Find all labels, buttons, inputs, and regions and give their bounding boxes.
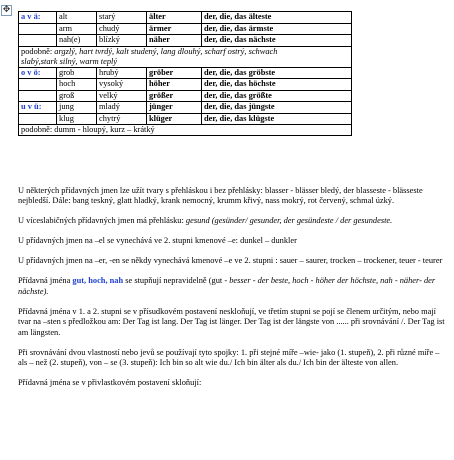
paragraph-umlaut-optional: U některých přídavných jmen lze užít tvary s přehláskou i bez přehlásky: blasser - blässer bledý, der blasseste - blässeste nejbledší. Dále: bang teskný, glatt hladký, krank nemocný, krumm křivý, nass mokrý, rot červený, schmal úzký. — [18, 186, 423, 206]
paragraph-irregular — [18, 276, 448, 297]
czech-cell: mladý — [97, 102, 147, 114]
paragraph-comparison-conjunctions: Při srovnávání dvou vlastností nebo jevů se používají tyto spojky: 1. při stejné míře –wie- jako (1. stupeň), 2. při různé míře – als – než (2. stupeň), von – se (3. stupeň): Ich bin so alt wie du./ Ich bin älter als du./ Ich bin der älteste von allen. — [18, 347, 440, 368]
comparative-cell: älter — [147, 12, 202, 24]
empty-cell — [19, 23, 57, 35]
superlative-cell: der, die, das jüngste — [202, 102, 352, 114]
positive-cell: grob — [57, 67, 97, 79]
table-row — [19, 90, 352, 102]
group-label: u v ü: — [19, 102, 57, 114]
table-row — [19, 79, 352, 91]
empty-cell — [19, 113, 57, 125]
comparative-cell: jünger — [147, 102, 202, 114]
paragraph-attributive: Přídavná jména se v přivlastkovém postavení skloňují: — [18, 378, 202, 388]
comparative-cell: klüger — [147, 113, 202, 125]
p5-rest: se stupňují nepravidelně (gut - — [123, 276, 230, 286]
p2-italic: gesund (gesünder/ gesunder, der gesündeste / der gesundeste. — [185, 216, 393, 226]
note-cell — [19, 46, 352, 67]
czech-cell: starý — [97, 12, 147, 24]
table-row — [19, 113, 352, 125]
table-row — [19, 46, 352, 67]
positive-cell: nah(e) — [57, 35, 97, 47]
document-body — [18, 186, 448, 398]
p2-prefix: U víceslabičných přídavných jmen má přehlásku: — [18, 216, 186, 226]
superlative-cell: der, die, das älteste — [202, 12, 352, 24]
paragraph-predicative: Přídavná jména v 1. a 2. stupni se v přísudkovém postavení neskloňují, ve třetím stupni se pojí se členem určitým, nebo mají tvar na –sten s předložkou am: Der Tag ist lang. Der Tag ist länger. Der Tag ist der längste von ...... při srovnávání /. Der Tag ist am längsten. — [18, 306, 445, 337]
table-row — [19, 102, 352, 114]
note-line-2: slabý,stark silný, warm teplý — [21, 56, 118, 66]
superlative-cell: der, die, das höchste — [202, 79, 352, 91]
czech-cell: chudý — [97, 23, 147, 35]
paragraph-el-ending: U přídavných jmen na –el se vynechává ve 2. stupni kmenové –e: dunkel – dunkler — [18, 236, 297, 246]
group-label: a v ä: — [19, 12, 57, 24]
positive-cell: klug — [57, 113, 97, 125]
czech-cell: blízký — [97, 35, 147, 47]
comparison-table — [18, 11, 352, 136]
czech-cell: velký — [97, 90, 147, 102]
czech-cell: chytrý — [97, 113, 147, 125]
table-row — [19, 12, 352, 24]
p5-prefix: Přídavná jména — [18, 276, 73, 286]
empty-cell — [19, 79, 57, 91]
positive-cell: hoch — [57, 79, 97, 91]
paragraph-er-en-ending: U přídavných jmen na –er, -en se někdy vynechává kmenové –e ve 2. stupni : sauer – saurer, trocken – trockener, teuer - teurer — [18, 256, 443, 266]
czech-cell: vysoký — [97, 79, 147, 91]
czech-cell: hrubý — [97, 67, 147, 79]
note-cell: podobně: dumm - hloupý, kurz – krátký — [19, 125, 352, 136]
superlative-cell: der, die, das gröbste — [202, 67, 352, 79]
superlative-cell: der, die, das klügste — [202, 113, 352, 125]
superlative-cell: der, die, das nächste — [202, 35, 352, 47]
group-label: o v ö: — [19, 67, 57, 79]
table-row — [19, 35, 352, 47]
comparative-cell: gröber — [147, 67, 202, 79]
paragraph-multisyllable — [18, 216, 448, 226]
table-row — [19, 23, 352, 35]
comparative-cell: ärmer — [147, 23, 202, 35]
positive-cell: alt — [57, 12, 97, 24]
table-row — [19, 67, 352, 79]
positive-cell: jung — [57, 102, 97, 114]
positive-cell: arm — [57, 23, 97, 35]
comparative-cell: größer — [147, 90, 202, 102]
comparative-cell: höher — [147, 79, 202, 91]
p5-highlight: gut, hoch, nah — [72, 276, 124, 286]
table-move-handle-icon[interactable]: ✥ — [2, 5, 11, 15]
superlative-cell: der, die, das größte — [202, 90, 352, 102]
empty-cell — [19, 90, 57, 102]
p5-italic: besser - der beste, hoch - höher der höchste, nah - näher- der nächste). — [18, 276, 436, 296]
superlative-cell: der, die, das ärmste — [202, 23, 352, 35]
note-prefix: podobně: — [21, 46, 55, 56]
note-line-1: argzlý, hart tvrdý, kalt studený, lang dlouhý, scharf ostrý, schwach — [54, 46, 278, 56]
comparative-cell: näher — [147, 35, 202, 47]
empty-cell — [19, 35, 57, 47]
table-row — [19, 125, 352, 136]
positive-cell: groß — [57, 90, 97, 102]
